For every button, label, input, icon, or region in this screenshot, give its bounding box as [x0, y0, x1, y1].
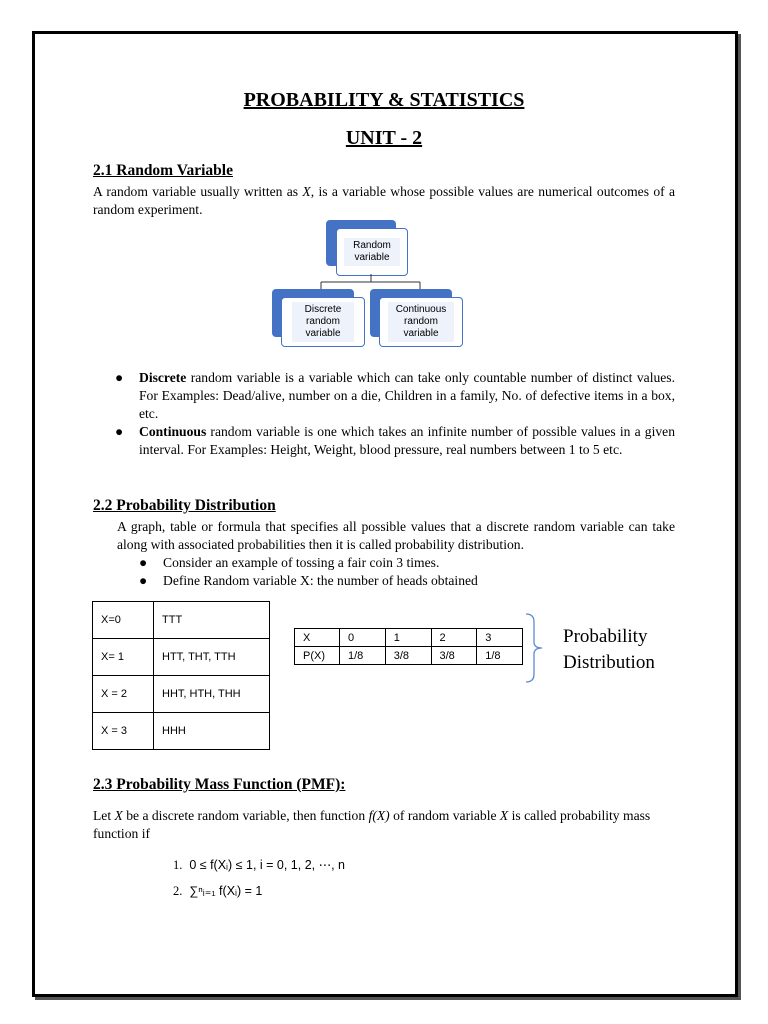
list-item-toss [139, 554, 675, 572]
bullet-icon: ● [115, 424, 124, 439]
definition-text-b: , is a variable whose possible values are numerical outcomes of a random experiment. [93, 184, 676, 217]
table-cell: 0 [340, 629, 386, 647]
table-cell: 3/8 [431, 647, 477, 665]
table-row [295, 629, 523, 647]
unit-title: UNIT - 2 [345, 127, 423, 149]
bullet-icon: ● [139, 573, 148, 588]
root-node-label: Random variable [344, 238, 400, 266]
table-cell: X=0 [93, 602, 154, 639]
condition-1 [173, 852, 345, 878]
pmf-var: X [114, 808, 123, 823]
continuous-node-label: Continuous random variable [388, 302, 454, 342]
continuous-description: random variable is one which takes an infinite number of possible values in a given interval. For Examples: Height, Weight, blood pressure, real numbers between 1 to 5 etc. [139, 424, 675, 457]
table-cell: 1/8 [477, 647, 523, 665]
bullet-icon: ● [115, 370, 124, 385]
section-heading-probability-distribution: 2.2 Probability Distribution [93, 497, 276, 514]
table-cell: 2 [431, 629, 477, 647]
discrete-description: random variable is a variable which can take only countable number of distinct values. For Examples: Dead/alive, number on a die, Children in a family, No. of defective items in a box, etc. [139, 370, 675, 421]
table-cell: P(X) [295, 647, 340, 665]
list-item-define [139, 572, 675, 590]
condition-expression: ∑ⁿᵢ₌₁ f(Xᵢ) = 1 [189, 884, 263, 898]
define-text: Define Random variable X: the number of heads obtained [163, 573, 478, 588]
distribution-table [294, 628, 523, 665]
table-cell: X [295, 629, 340, 647]
table-cell: HHT, HTH, THH [154, 676, 270, 713]
table-cell: HTT, THT, TTH [154, 639, 270, 676]
table-row [93, 602, 270, 639]
section-heading-pmf: 2.3 Probability Mass Function (PMF): [93, 776, 346, 793]
pmf-conditions [173, 852, 345, 904]
pmf-text-b: be a discrete random variable, then function [122, 808, 369, 823]
table-cell: X = 3 [93, 713, 154, 750]
discrete-node-label: Discrete random variable [292, 302, 354, 342]
definition-text-a: A random variable usually written as [93, 184, 303, 199]
bullet-icon: ● [139, 555, 148, 570]
variable-type-list [115, 369, 675, 459]
pmf-text-a: Let [93, 808, 115, 823]
list-item-continuous [115, 423, 675, 459]
toss-text: Consider an example of tossing a fair coin 3 times. [163, 555, 440, 570]
outcome-table [92, 601, 270, 750]
curly-brace-icon [520, 612, 550, 684]
list-item-discrete [115, 369, 675, 423]
table-row [93, 676, 270, 713]
condition-2 [173, 878, 345, 904]
table-cell: X= 1 [93, 639, 154, 676]
condition-number: 1. [173, 858, 183, 872]
table-cell: HHH [154, 713, 270, 750]
pmf-text-d: is called probability mass function if [93, 808, 651, 841]
pmf-definition [93, 807, 693, 843]
section-heading-random-variable: 2.1 Random Variable [93, 162, 233, 179]
document-title: PROBABILITY & STATISTICS [243, 89, 525, 111]
table-row [93, 713, 270, 750]
diagram-connectors [0, 0, 768, 300]
table-cell: 3/8 [385, 647, 431, 665]
coin-example-list [139, 554, 675, 590]
condition-number: 2. [173, 884, 183, 898]
pmf-text-c: of random variable [389, 808, 500, 823]
definition-var: X [302, 184, 311, 199]
discrete-node [281, 297, 365, 347]
table-row [93, 639, 270, 676]
table-cell: 1 [385, 629, 431, 647]
continuous-term: Continuous [139, 424, 207, 439]
table-cell: 3 [477, 629, 523, 647]
brace-label-line-2: Distribution [563, 652, 655, 673]
condition-expression: 0 ≤ f(Xᵢ) ≤ 1, i = 0, 1, 2, ⋯, n [189, 858, 346, 872]
table-row [295, 647, 523, 665]
pmf-function: f(X) [368, 808, 390, 823]
brace-label-line-1: Probability [563, 626, 648, 647]
brace-label [563, 624, 655, 676]
table-cell: 1/8 [340, 647, 386, 665]
distribution-definition: A graph, table or formula that specifies all possible values that a discrete random variable can take along with associated probabilities then it is called probability distribution. [117, 519, 675, 552]
table-cell: TTT [154, 602, 270, 639]
table-cell: X = 2 [93, 676, 154, 713]
discrete-term: Discrete [139, 370, 187, 385]
continuous-node [379, 297, 463, 347]
pmf-var: X [499, 808, 509, 823]
